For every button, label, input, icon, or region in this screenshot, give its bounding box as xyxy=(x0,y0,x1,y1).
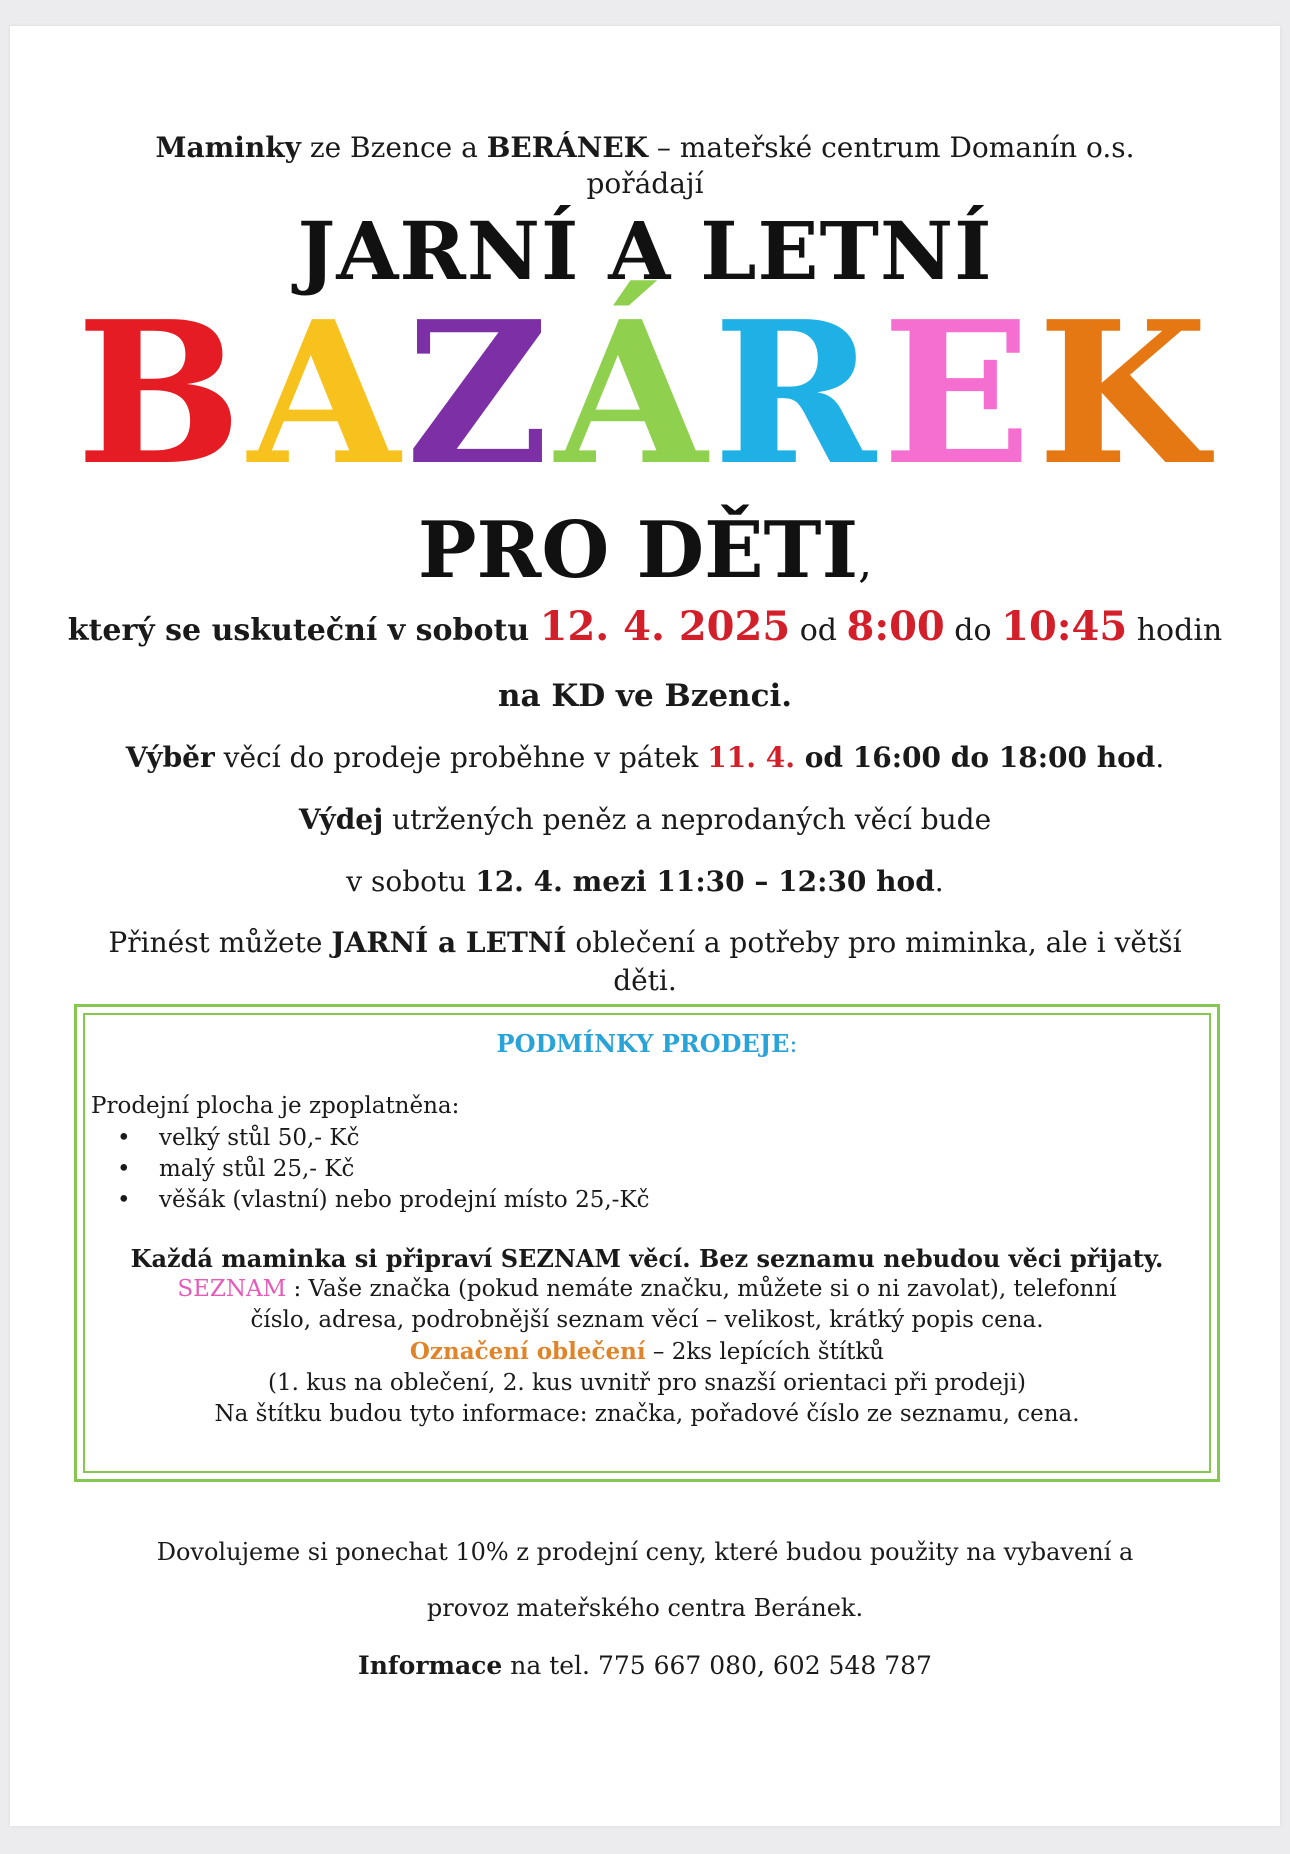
selection-text: věcí do prodeje proběhne v pátek xyxy=(214,741,708,774)
bazarek-letter: R xyxy=(713,279,883,509)
fee-text: věšák (vlastní) nebo prodejní místo 25,-Kč xyxy=(159,1187,650,1213)
pickup-line xyxy=(10,798,1280,842)
footer-info-text: na tel. 775 667 080, 602 548 787 xyxy=(502,1651,932,1680)
selection-end: . xyxy=(1155,741,1165,774)
event-hours-word: hodin xyxy=(1127,613,1223,648)
title-line3 xyxy=(10,506,1280,608)
fee-list xyxy=(117,1123,650,1216)
pickup-line2-end: . xyxy=(934,865,944,898)
footer-line1: Dovolujeme si ponechat 10% z prodejní ceny, které budou použity na vybavení a xyxy=(156,1538,1134,1566)
fee-text: malý stůl 25,- Kč xyxy=(159,1156,355,1182)
conditions-rules xyxy=(77,1243,1217,1430)
event-to-word: do xyxy=(944,613,1002,648)
bring-suffix: oblečení a potřeby pro miminka, ale i větší děti. xyxy=(566,926,1182,997)
organizer-mid2: – mateřské centrum Domanín o.s. xyxy=(648,131,1135,164)
bazarek-letter: B xyxy=(76,279,248,509)
label-line xyxy=(77,1336,1217,1368)
list-item xyxy=(117,1123,650,1154)
organizer-name-beranek: BERÁNEK xyxy=(486,131,649,164)
list-item xyxy=(117,1154,650,1185)
label-text: – 2ks lepících štítků xyxy=(645,1339,885,1365)
event-date-line xyxy=(10,604,1280,654)
title-line1: JARNÍ A LETNÍ xyxy=(297,204,993,298)
list-text1: : Vaše značka (pokud nemáte značku, můžete si o ni zavolat), telefonní xyxy=(286,1276,1117,1302)
selection-line xyxy=(10,736,1280,780)
event-place xyxy=(10,674,1280,718)
bazarek-letter: K xyxy=(1037,279,1214,509)
footer-line2: provoz mateřského centra Beránek. xyxy=(426,1594,864,1622)
list-requirement: Každá maminka si připraví SEZNAM věcí. Bez seznamu nebudou věci přijaty. xyxy=(130,1244,1164,1273)
selection-bold: Výběr xyxy=(125,741,215,774)
event-from-word: od xyxy=(790,613,847,648)
label-note: (1. kus na oblečení, 2. kus uvnitř pro snazší orientaci při prodeji) xyxy=(267,1370,1027,1396)
event-time-to: 10:45 xyxy=(1001,603,1128,650)
bazarek-letter: Á xyxy=(555,279,714,509)
bullet-icon: • xyxy=(117,1125,131,1151)
bazarek-letter: A xyxy=(247,279,406,509)
bullet-icon: • xyxy=(117,1156,131,1182)
conditions-title-colon: : xyxy=(789,1030,798,1058)
title-pro-deti: PRO DĚTI xyxy=(417,505,859,596)
selection-time: od 16:00 do 18:00 hod xyxy=(794,741,1156,774)
pickup-line2-bold: 12. 4. mezi 11:30 – 12:30 hod xyxy=(475,865,935,898)
title-bazarek xyxy=(10,279,1280,509)
pickup-line2 xyxy=(10,860,1280,904)
fee-heading: Prodejní plocha je zpoplatněna: xyxy=(91,1093,460,1119)
event-date-prefix: který se uskuteční v sobotu xyxy=(67,613,540,648)
pickup-bold: Výdej xyxy=(298,803,384,836)
label-label: Označení oblečení xyxy=(409,1338,646,1365)
bring-bold: JARNÍ a LETNÍ xyxy=(331,926,567,959)
bring-line xyxy=(10,924,1280,1000)
list-label: SEZNAM xyxy=(177,1276,287,1302)
bazarek-letter: Z xyxy=(405,279,556,509)
conditions-title-text: PODMÍNKY PRODEJE xyxy=(496,1029,790,1058)
organizer-mid1: ze Bzence a xyxy=(300,131,487,164)
bullet-icon: • xyxy=(117,1187,131,1213)
footer-info-bold: Informace xyxy=(358,1651,503,1680)
organizer-name-maminky: Maminky xyxy=(155,131,301,164)
title-comma: , xyxy=(858,537,873,588)
conditions-box xyxy=(74,1004,1220,1482)
pickup-line2-prefix: v sobotu xyxy=(346,865,476,898)
bazarek-letter: E xyxy=(882,279,1038,509)
list-description-line2: číslo, adresa, podrobnější seznam věcí – velikost, krátký popis cena. xyxy=(250,1307,1044,1333)
footer-info xyxy=(10,1648,1280,1684)
label-info: Na štítku budou tyto informace: značka, pořadové číslo ze seznamu, cena. xyxy=(214,1401,1080,1427)
event-time-from: 8:00 xyxy=(846,603,945,650)
event-place-text: na KD ve Bzenci. xyxy=(497,678,793,714)
list-description-line1 xyxy=(77,1274,1217,1305)
list-item xyxy=(117,1185,650,1216)
poster xyxy=(10,26,1280,1826)
bring-prefix: Přinést můžete xyxy=(108,926,332,959)
event-date: 12. 4. 2025 xyxy=(539,603,791,650)
organizer-verb: pořádají xyxy=(586,167,704,200)
conditions-title xyxy=(77,1029,1217,1058)
pickup-text: utržených peněz a neprodaných věcí bude xyxy=(383,803,992,836)
selection-date: 11. 4. xyxy=(707,741,795,774)
fee-text: velký stůl 50,- Kč xyxy=(159,1125,360,1151)
organizer-line xyxy=(10,130,1280,202)
